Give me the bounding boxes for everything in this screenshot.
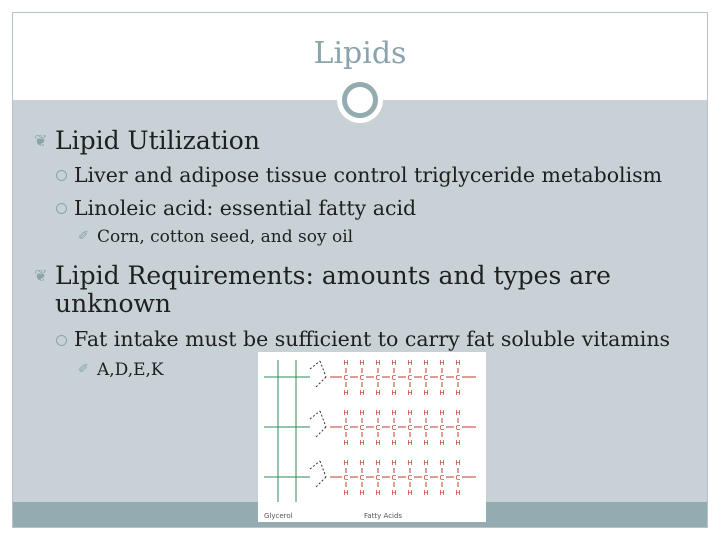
ring-ornament-icon: [337, 77, 383, 123]
atom-glyph: H: [455, 439, 461, 447]
subitem-vitamins: A,D,E,K: [97, 360, 164, 380]
atom-glyph: H: [391, 439, 397, 447]
atom-glyph: H: [455, 389, 461, 397]
item-bullet-icon: [56, 170, 67, 181]
atom-glyph: H: [343, 359, 349, 367]
atom-glyph: H: [343, 389, 349, 397]
atom-glyph: H: [375, 489, 381, 497]
atom-glyph: H: [455, 409, 461, 417]
atom-glyph: H: [407, 389, 413, 397]
atom-glyph: C: [391, 374, 397, 382]
subitem-bullet-icon: ✐: [78, 362, 89, 377]
atom-glyph: H: [359, 439, 365, 447]
atom-glyph: H: [407, 359, 413, 367]
atom-glyph: H: [455, 359, 461, 367]
atom-glyph: H: [391, 459, 397, 467]
atom-glyph: H: [407, 489, 413, 497]
atom-glyph: C: [439, 474, 445, 482]
atom-glyph: C: [439, 424, 445, 432]
atom-glyph: C: [423, 474, 429, 482]
atom-glyph: C: [359, 374, 365, 382]
atom-glyph: C: [455, 474, 461, 482]
atom-glyph: H: [359, 489, 365, 497]
item-liver-adipose: Liver and adipose tissue control triglyceride metabolism: [74, 163, 663, 187]
section-bullet-icon: ❦: [34, 266, 48, 285]
item-fat-intake: Fat intake must be sufficient to carry fat soluble vitamins: [74, 327, 671, 351]
atom-glyph: C: [343, 474, 349, 482]
atom-glyph: C: [375, 374, 381, 382]
atom-glyph: C: [407, 474, 413, 482]
bond-line: [320, 361, 326, 377]
atom-glyph: H: [423, 389, 429, 397]
figure-caption-glycerol: Glycerol: [264, 512, 293, 520]
atom-glyph: H: [359, 389, 365, 397]
atom-glyph: H: [423, 459, 429, 467]
atom-glyph: C: [359, 424, 365, 432]
atom-glyph: H: [439, 489, 445, 497]
atom-glyph: H: [391, 409, 397, 417]
atom-glyph: C: [343, 374, 349, 382]
atom-glyph: C: [343, 424, 349, 432]
atom-glyph: H: [375, 439, 381, 447]
atom-glyph: H: [359, 359, 365, 367]
atom-glyph: C: [455, 424, 461, 432]
atom-glyph: H: [439, 409, 445, 417]
atom-glyph: C: [391, 424, 397, 432]
atom-glyph: C: [375, 474, 381, 482]
glycerol-backbone: [264, 360, 326, 502]
bond-line: [320, 461, 326, 477]
atom-glyph: H: [343, 459, 349, 467]
bond-line: [320, 411, 326, 427]
bond-line: [316, 427, 326, 437]
item-bullet-icon: [56, 335, 67, 346]
atom-glyph: H: [407, 459, 413, 467]
triglyceride-structure-diagram: [258, 352, 486, 522]
atom-glyph: H: [423, 439, 429, 447]
atom-glyph: C: [423, 424, 429, 432]
atom-glyph: H: [423, 489, 429, 497]
atom-glyph: H: [343, 409, 349, 417]
atom-glyph: H: [439, 359, 445, 367]
atom-glyph: C: [455, 374, 461, 382]
atom-glyph: C: [375, 424, 381, 432]
item-bullet-icon: [56, 203, 67, 214]
atom-glyph: C: [407, 374, 413, 382]
atom-glyph: H: [391, 389, 397, 397]
atom-glyph: H: [423, 359, 429, 367]
atom-glyph: H: [343, 439, 349, 447]
atom-glyph: H: [375, 389, 381, 397]
atom-glyph: H: [407, 439, 413, 447]
atom-glyph: C: [359, 474, 365, 482]
atom-glyph: C: [407, 424, 413, 432]
section-bullet-icon: ❦: [34, 131, 48, 150]
section-heading-requirements-cont: unknown: [55, 289, 172, 318]
atom-glyph: H: [375, 459, 381, 467]
atom-glyph: H: [455, 459, 461, 467]
atom-glyph: C: [391, 474, 397, 482]
section-heading-requirements: Lipid Requirements: amounts and types are: [55, 261, 611, 290]
atom-glyph: H: [455, 489, 461, 497]
bond-line: [316, 477, 326, 487]
atom-glyph: H: [407, 409, 413, 417]
bond-line: [310, 411, 320, 419]
item-linoleic-acid: Linoleic acid: essential fatty acid: [74, 196, 417, 220]
atom-glyph: H: [439, 459, 445, 467]
fatty-acid-chains: [330, 359, 476, 497]
section-heading-utilization: Lipid Utilization: [55, 126, 260, 155]
atom-glyph: H: [343, 489, 349, 497]
subitem-oils: Corn, cotton seed, and soy oil: [97, 227, 354, 247]
atom-glyph: H: [423, 409, 429, 417]
atom-glyph: C: [423, 374, 429, 382]
figure-caption-fatty-acids: Fatty Acids: [364, 512, 403, 520]
atom-glyph: H: [359, 409, 365, 417]
atom-glyph: C: [439, 374, 445, 382]
subitem-bullet-icon: ✐: [78, 229, 89, 244]
triglyceride-structure-figure: [258, 352, 486, 522]
bond-line: [310, 361, 320, 369]
slide-title: Lipids: [313, 36, 407, 71]
atom-glyph: H: [375, 359, 381, 367]
bond-line: [316, 377, 326, 387]
atom-glyph: H: [391, 359, 397, 367]
bond-line: [310, 461, 320, 469]
atom-glyph: H: [439, 389, 445, 397]
atom-glyph: H: [359, 459, 365, 467]
atom-glyph: H: [375, 409, 381, 417]
atom-glyph: H: [391, 489, 397, 497]
atom-glyph: H: [439, 439, 445, 447]
